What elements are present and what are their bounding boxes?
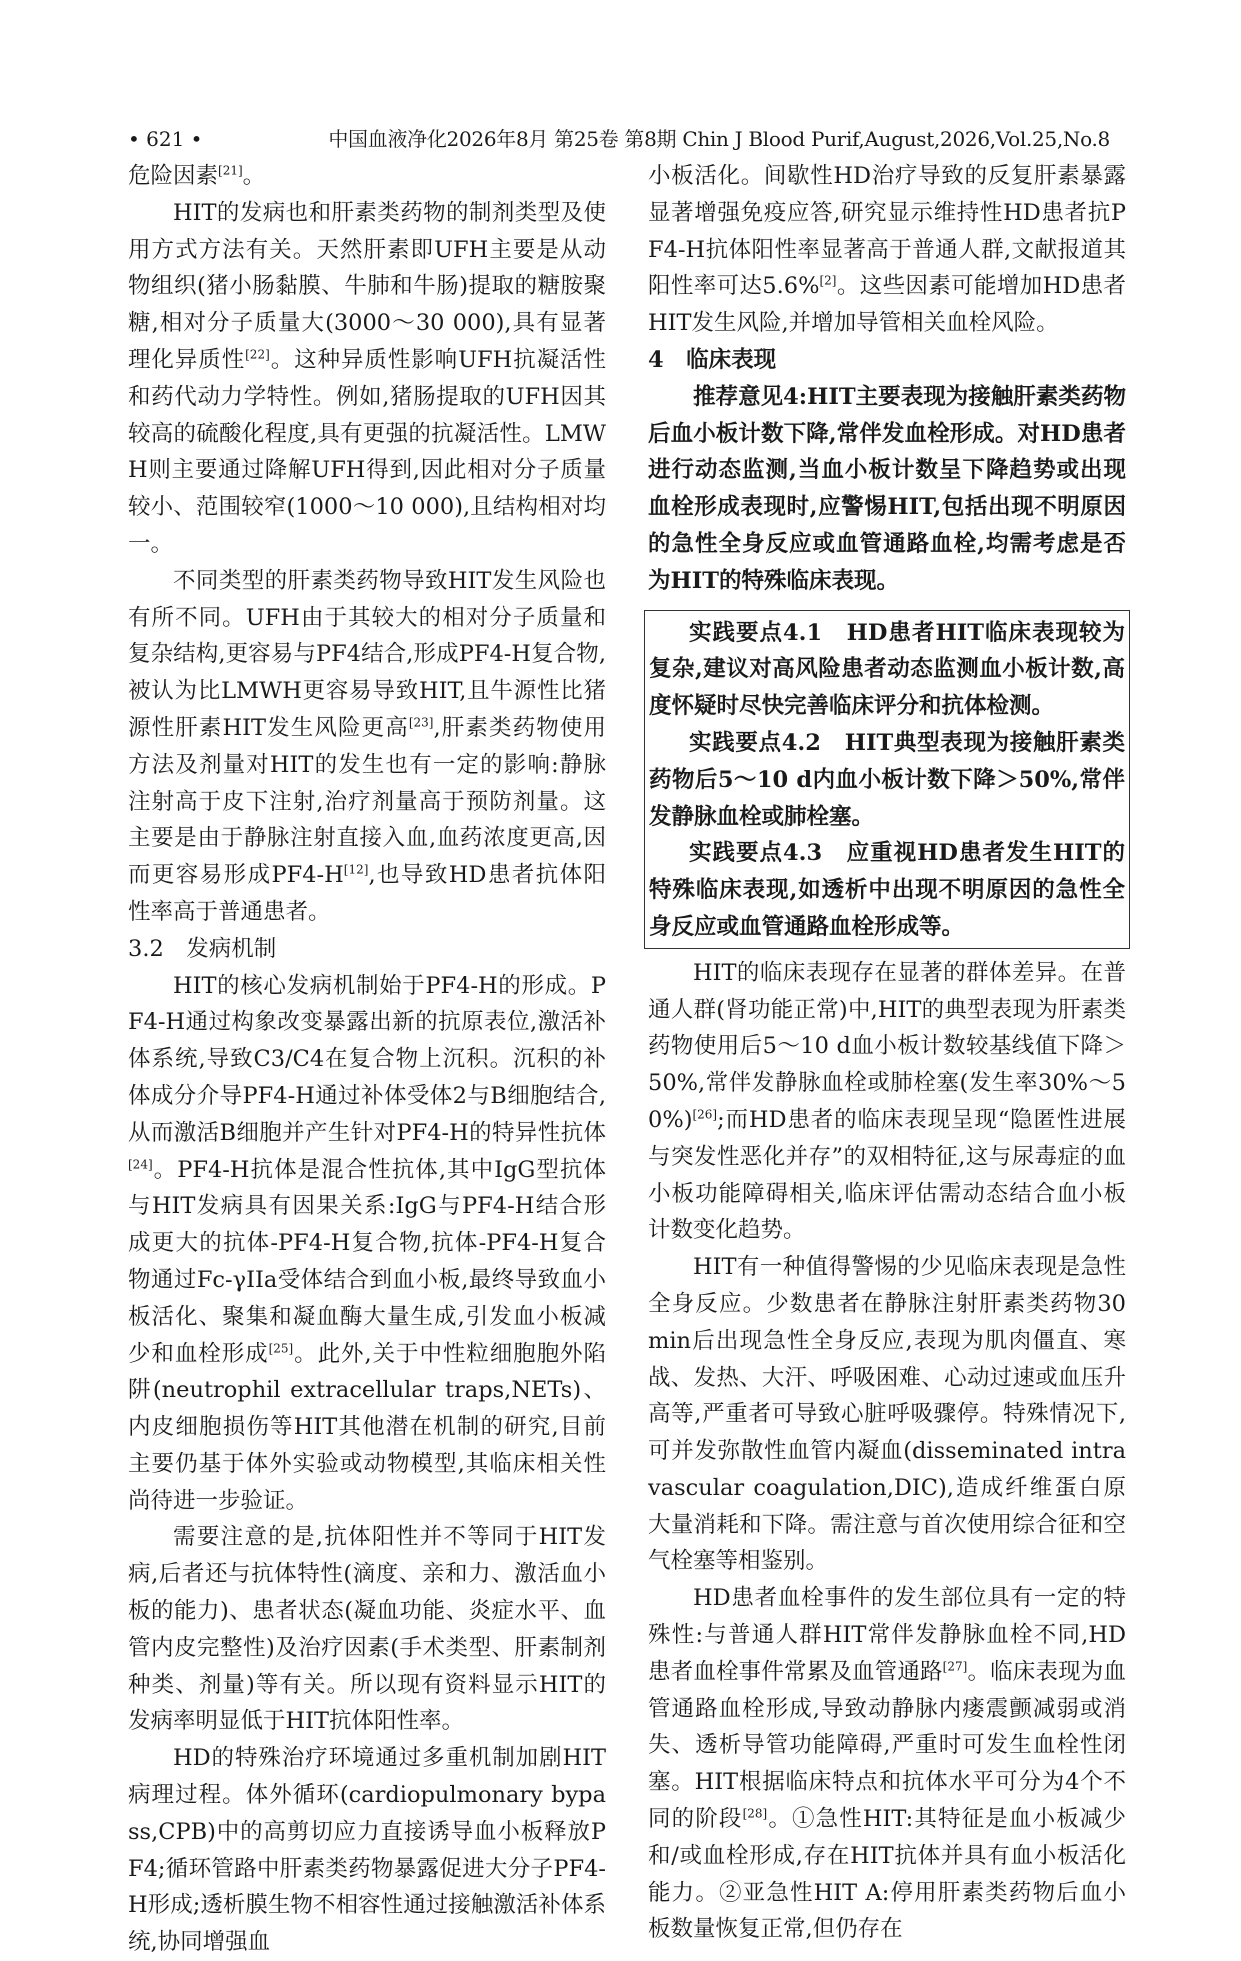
page-number: • 621 • (128, 127, 203, 151)
paragraph: HIT有一种值得警惕的少见临床表现是急性全身反应。少数患者在静脉注射肝素类药物30 min后出现急性全身反应,表现为肌肉僵直、寒战、发热、大汗、呼吸困难、心动过速或血压升高等,严重者可导致心脏呼吸骤停。特殊情况下,可并发弥散性血管内凝血(disseminated intravascular coagulation,DIC),造成纤维蛋白原大量消耗和下降。需注意与首次使用综合征和空气栓塞等相鉴别。 (648, 1254, 1126, 1575)
citation: [22] (245, 347, 270, 362)
paragraph: 不同类型的肝素类药物导致HIT发生风险也有所不同。UFH由于其较大的相对分子质量和复杂结构,更容易与PF4结合,形成PF4-H复合物,被认为比LMWH更容易导致HIT,且牛源性比猪源性肝素HIT发生风险更高[23],肝素类药物使用方法及剂量对HIT的发生也有一定的影响:静脉注射高于皮下注射,治疗剂量高于预防剂量。这主要是由于静脉注射直接入血,血药浓度更高,因而更容易形成PF4-H[12],也导致HD患者抗体阳性率高于普通患者。 (128, 567, 606, 925)
paragraph: HIT的核心发病机制始于PF4-H的形成。PF4-H通过构象改变暴露出新的抗原表位,激活补体系统,导致C3/C4在复合物上沉积。沉积的补体成分介导PF4-H通过补体受体2与B细胞结合,从而激活B细胞并产生针对PF4-H的特异性抗体[24]。PF4-H抗体是混合性抗体,其中IgG型抗体与HIT发病具有因果关系:IgG与PF4-H结合形成更大的抗体-PF4-H复合物,抗体-PF4-H复合物通过Fc-γIIa受体结合到血小板,最终导致血小板活化、聚集和凝血酶大量生成,引发血小板减少和血栓形成[25]。此外,关于中性粒细胞胞外陷阱(neutrophil extracellular traps,NETs)、内皮细胞损伤等HIT其他潜在机制的研究,目前主要仍基于体外实验或动物模型,其临床相关性尚待进一步验证。 (128, 972, 606, 1514)
citation: [23] (408, 715, 434, 730)
practice-point-4-3: 实践要点4.3 应重视HD患者发生HIT的特殊临床表现,如透析中出现不明原因的急性全身反应或血管通路血栓形成等。 (649, 840, 1125, 940)
left-column (128, 158, 606, 1961)
paragraph: HD的特殊治疗环境通过多重机制加剧HIT病理过程。体外循环(cardiopulmonary bypass,CPB)中的高剪切应力直接诱导血小板释放PF4;循环管路中肝素类药物暴露促进大分子PF4-H形成;透析膜生物不相容性通过接触激活补体系统,协同增强血 (128, 1745, 606, 1956)
practice-point-4-1: 实践要点4.1 HD患者HIT临床表现较为复杂,建议对高风险患者动态监测血小板计数,高度怀疑时尽快完善临床评分和抗体检测。 (649, 619, 1125, 720)
paragraph: HD患者血栓事件的发生部位具有一定的特殊性:与普通人群HIT常伴发静脉血栓不同,HD患者血栓事件常累及血管通路[27]。临床表现为血管通路血栓形成,导致动静脉内瘘震颤减弱或消失、透析导管功能障碍,严重时可发生血栓性闭塞。HIT根据临床特点和抗体水平可分为4个不同的阶段[28]。①急性HIT:其特征是血小板减少和/或血栓形成,存在HIT抗体并具有血小板活化能力。②亚急性HIT A:停用肝素类药物后血小板数量恢复正常,但仍存在 (648, 1585, 1126, 1943)
running-header (128, 124, 1110, 154)
practice-points-box (644, 610, 1130, 949)
citation: [28] (742, 1806, 768, 1821)
citation: [25] (268, 1341, 294, 1355)
journal-citation: 中国血液净化2026年8月 第25卷 第8期 Chin J Blood Purif,August,2026,Vol.25,No.8 (328, 127, 1110, 151)
paragraph: HIT的发病也和肝素类药物的制剂类型及使用方式方法有关。天然肝素即UFH主要是从动物组织(猪小肠黏膜、牛肺和牛肠)提取的糖胺聚糖,相对分子质量大(3000～30 000),具有显著理化异质性[22]。这种异质性影响UFH抗凝活性和药代动力学特性。例如,猪肠提取的UFH因其较高的硫酸化程度,具有更强的抗凝活性。LMWH则主要通过降解UFH得到,因此相对分子质量较小、范围较窄(1000～10 000),且结构相对均一。 (128, 199, 606, 557)
paragraph: 小板活化。间歇性HD治疗导致的反复肝素暴露显著增强免疫应答,研究显示维持性HD患者抗PF4-H抗体阳性率显著高于普通人群,文献报道其阳性率可达5.6%[2]。这些因素可能增加HD患者HIT发生风险,并增加导管相关血栓风险。 (648, 163, 1126, 337)
citation: [21] (218, 163, 243, 178)
paragraph: 危险因素[21]。 (128, 163, 266, 189)
recommendation-4: 推荐意见4:HIT主要表现为接触肝素类药物后血小板计数下降,常伴发血栓形成。对HD患者进行动态监测,当血小板计数呈下降趋势或出现血栓形成表现时,应警惕HIT,包括出现不明原因的急性全身反应或血管通路血栓,均需考虑是否为HIT的特殊临床表现。 (648, 383, 1126, 594)
citation: [26] (692, 1107, 718, 1122)
section-heading-4: 4 临床表现 (648, 346, 777, 373)
citation: [24] (128, 1157, 153, 1172)
citation: [12] (343, 862, 369, 877)
paragraph: 需要注意的是,抗体阳性并不等同于HIT发病,后者还与抗体特性(滴度、亲和力、激活血小板的能力)、患者状态(凝血功能、炎症水平、血管内皮完整性)及治疗因素(手术类型、肝素制剂种类、剂量)等有关。所以现有资料显示HIT的发病率明显低于HIT抗体阳性率。 (128, 1524, 606, 1735)
section-heading-3-2: 3.2 发病机制 (128, 935, 277, 962)
right-column (648, 158, 1126, 1948)
practice-point-4-2: 实践要点4.2 HIT典型表现为接触肝素类药物后5～10 d内血小板计数下降＞50%,常伴发静脉血栓或肺栓塞。 (649, 729, 1125, 830)
citation: [2] (819, 273, 837, 288)
citation: [27] (942, 1659, 968, 1674)
paragraph: HIT的临床表现存在显著的群体差异。在普通人群(肾功能正常)中,HIT的典型表现为肝素类药物使用后5～10 d血小板计数较基线值下降＞50%,常伴发静脉血栓或肺栓塞(发生率30%～50%)[26];而HD患者的临床表现呈现“隐匿性进展与突发性恶化并存”的双相特征,这与尿毒症的血小板功能障碍相关,临床评估需动态结合血小板计数变化趋势。 (648, 959, 1126, 1244)
